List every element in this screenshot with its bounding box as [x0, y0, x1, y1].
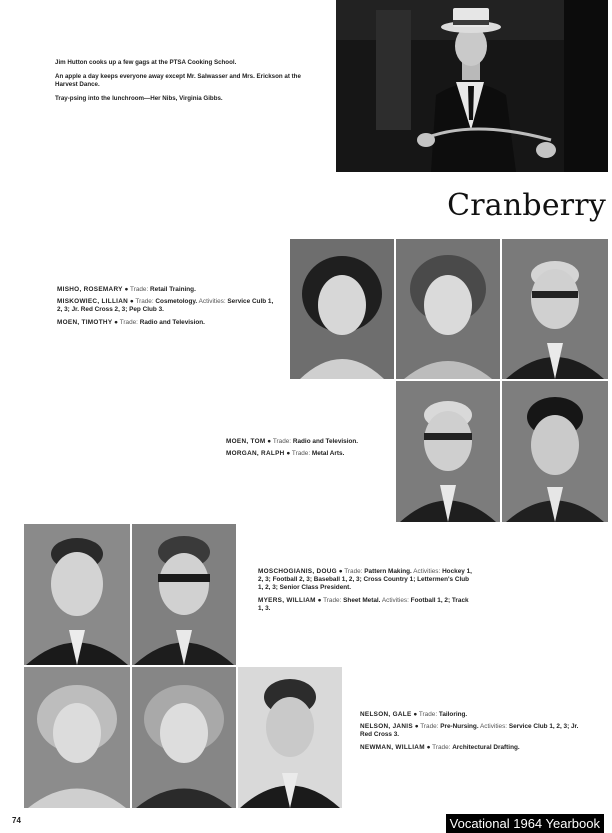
bullet-icon: ● — [413, 711, 418, 718]
student-name: NELSON, GALE — [360, 711, 412, 718]
student-name: MOSCHOGIANIS, DOUG — [258, 568, 337, 575]
portrait-moen-tom — [396, 381, 500, 522]
student-activities: Hockey 1, 2, 3; Football 2, 3; Baseball 1, 2, 3; Cross Country 1; Lettermen's Club 1, 2, 3; Senior Class President. — [258, 568, 472, 592]
bullet-icon: ● — [338, 568, 343, 575]
activities-label: Activities: — [413, 568, 441, 575]
student-name: MOEN, TIMOTHY — [57, 318, 113, 326]
student-entries-group-2 — [226, 438, 391, 462]
trade-label: Trade: — [420, 723, 439, 731]
bullet-icon: ● — [426, 743, 431, 751]
trade-label: Trade: — [119, 318, 138, 326]
portrait-morgan-ralph — [502, 381, 608, 522]
student-entries-group-4 — [360, 711, 582, 756]
bullet-icon: ● — [414, 723, 419, 731]
caption-line-2: An apple a day keeps everyone away except Mr. Salwasser and Mrs. Erickson at the Harvest Dance. — [55, 72, 301, 89]
student-trade: Radio and Television. — [292, 438, 359, 445]
portrait-misho-rosemary — [290, 239, 394, 379]
trade-label: Trade: — [323, 596, 342, 604]
student-trade: Tailoring. — [438, 711, 468, 718]
bullet-icon: ● — [286, 450, 291, 458]
page-number: 74 — [12, 816, 21, 825]
student-trade: Radio and Television. — [139, 318, 205, 326]
candid-photo-caption — [55, 59, 315, 108]
bullet-icon: ● — [114, 318, 119, 326]
portrait-moen-timothy — [502, 239, 608, 379]
portrait-moschogianis-doug — [24, 524, 130, 665]
bullet-icon: ● — [129, 298, 134, 306]
portrait-newman-william — [238, 667, 342, 808]
yearbook-watermark: Vocational 1964 Yearbook — [446, 814, 604, 833]
student-trade: Architectural Drafting. — [452, 743, 520, 751]
portrait-miskowiec-lillian — [396, 239, 500, 379]
student-name: MORGAN, RALPH — [226, 450, 285, 458]
student-entry — [57, 286, 277, 294]
student-entry — [258, 597, 474, 613]
student-name: MOEN, TOM — [226, 438, 266, 445]
student-name: MISHO, ROSEMARY — [57, 286, 123, 293]
activities-label: Activities: — [480, 723, 508, 731]
student-activities: Service Club 1, 2, 3; Jr. Red Cross 3. — [360, 723, 579, 739]
candid-photo — [336, 0, 608, 172]
student-trade: Retail Training. — [150, 286, 196, 293]
section-title: Cranberry — [447, 188, 606, 223]
student-trade: Cosmetology. — [155, 298, 198, 306]
portrait-nelson-janis — [132, 667, 236, 808]
student-name: MYERS, WILLIAM — [258, 596, 316, 604]
trade-label: Trade: — [272, 438, 292, 445]
trade-label: Trade: — [432, 743, 451, 751]
portrait-myers-william — [132, 524, 236, 665]
trade-label: Trade: — [130, 286, 149, 293]
caption-line-1: Jim Hutton cooks up a few gags at the PTSA Cooking School. — [55, 59, 237, 66]
trade-label: Trade: — [291, 450, 311, 458]
student-trade: Pattern Making. — [364, 568, 412, 575]
student-entry — [226, 438, 391, 446]
student-trade: Metal Arts. — [311, 450, 345, 458]
bullet-icon: ● — [267, 438, 272, 445]
student-name: NELSON, JANIS — [360, 723, 413, 731]
activities-label: Activities: — [198, 298, 226, 306]
caption-line-3: Tray-psing into the lunchroom—Her Nibs, Virginia Gibbs. — [55, 94, 223, 102]
portrait-nelson-gale — [24, 667, 130, 808]
student-activities: Football 1, 2; Track 1, 3. — [258, 596, 469, 612]
student-entry — [360, 711, 582, 719]
student-trade: Pre-Nursing. — [440, 723, 479, 731]
trade-label: Trade: — [135, 298, 154, 306]
bullet-icon: ● — [124, 286, 129, 293]
activities-label: Activities: — [381, 596, 409, 604]
student-activities: Service Culb 1, 2, 3; Jr. Red Cross 2, 3; Pep Club 3. — [57, 298, 274, 314]
student-trade: Sheet Metal. — [343, 596, 381, 604]
student-name: NEWMAN, WILLIAM — [360, 743, 425, 751]
student-entries-group-1 — [57, 286, 277, 331]
student-entry — [226, 450, 391, 458]
student-name: MISKOWIEC, LILLIAN — [57, 298, 129, 306]
student-entry — [360, 723, 582, 739]
student-entry — [258, 568, 474, 593]
student-entries-group-3 — [258, 568, 474, 617]
student-entry — [57, 319, 277, 327]
trade-label: Trade: — [344, 568, 363, 575]
student-entry — [57, 298, 277, 314]
trade-label: Trade: — [418, 711, 438, 718]
bullet-icon: ● — [317, 596, 322, 604]
student-entry — [360, 744, 582, 752]
